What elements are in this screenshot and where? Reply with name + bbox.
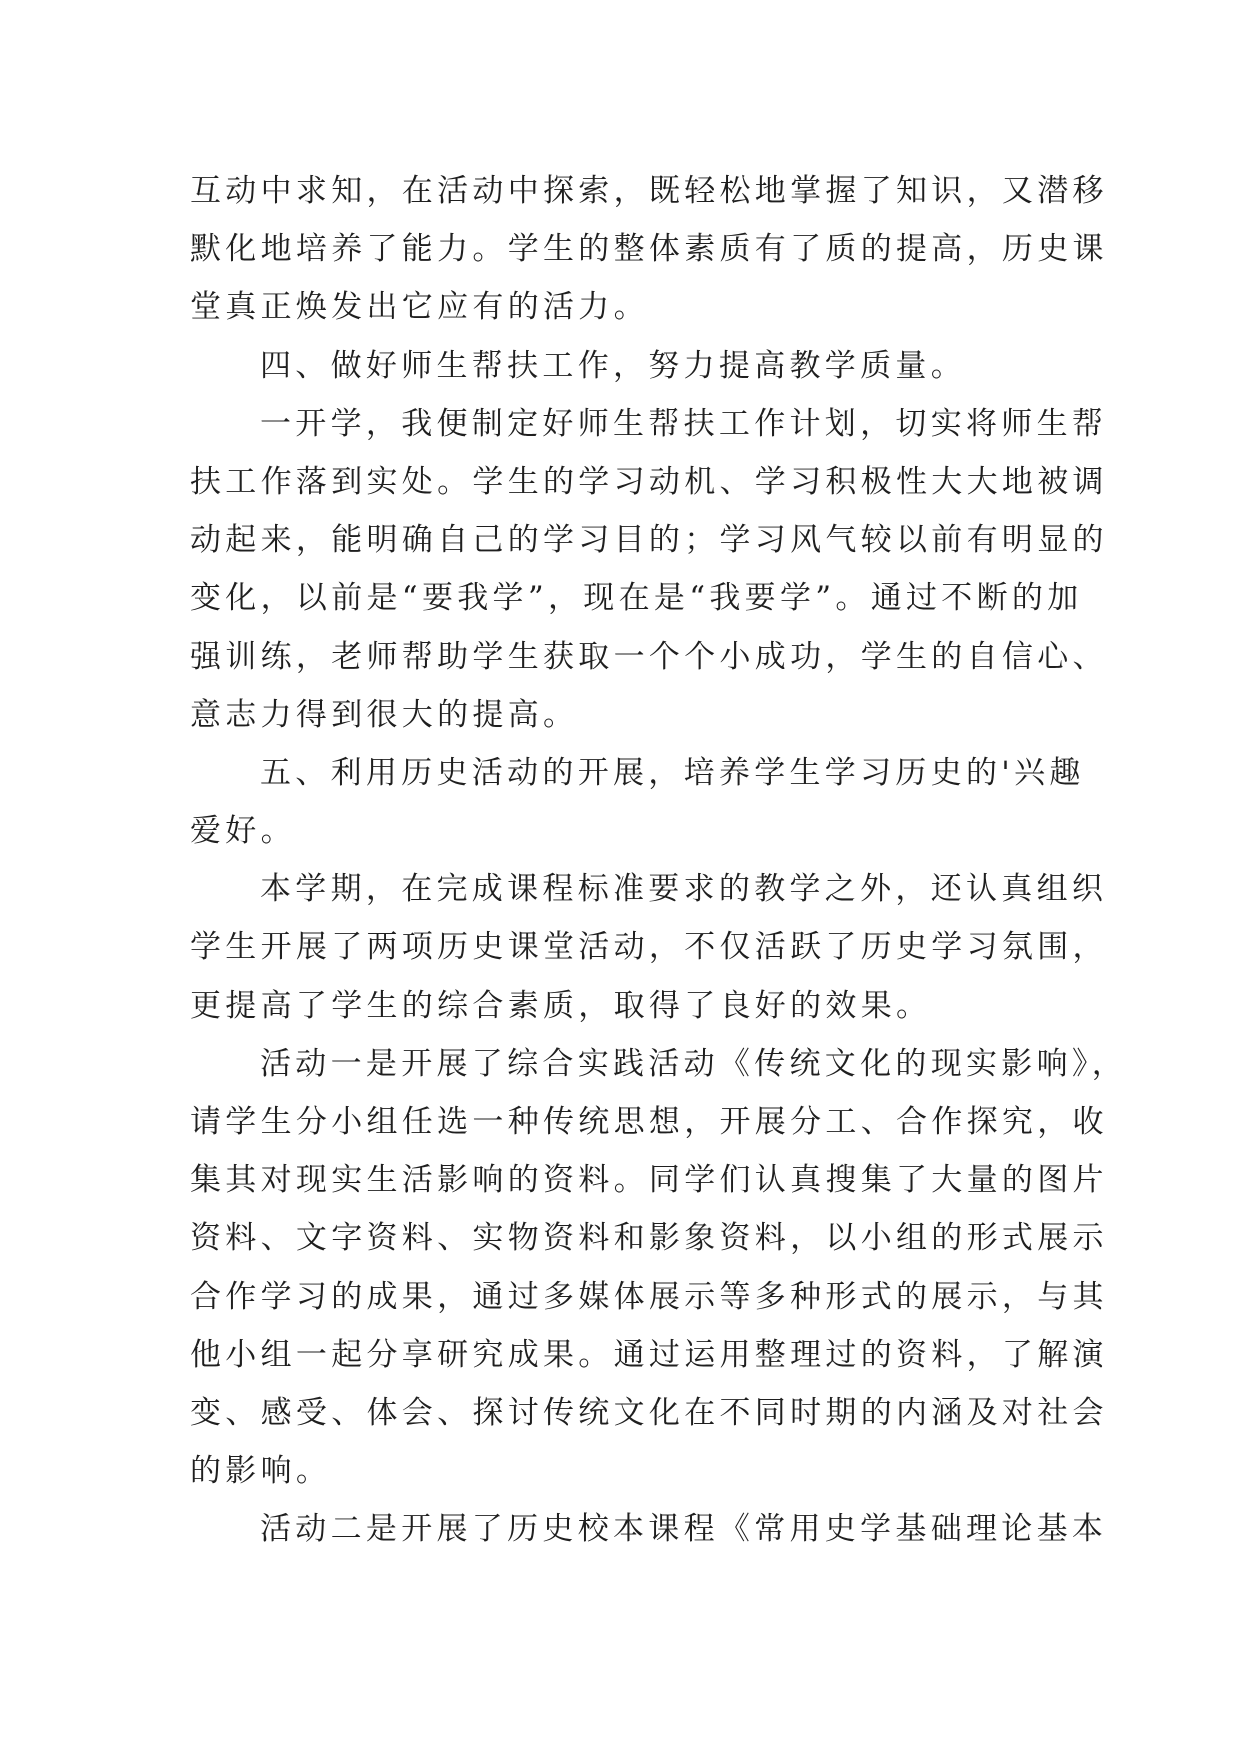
text-line: 请学生分小组任选一种传统思想，开展分工、合作探究，收 [190, 1104, 1108, 1140]
text-line: 堂真正焕发出它应有的活力。 [190, 289, 649, 326]
text-line: 活动二是开展了历史校本课程《常用史学基础理论基本 [260, 1511, 1108, 1548]
text-line: 一开学，我便制定好师生帮扶工作计划，切实将师生帮 [260, 405, 1108, 442]
text-line: 变、感受、体会、探讨传统文化在不同时期的内涵及对社会 [190, 1394, 1108, 1431]
text-line: 更提高了学生的综合素质，取得了良好的效果。 [190, 987, 932, 1024]
text-line: 的影响。 [190, 1453, 332, 1490]
text-line: 他小组一起分享研究成果。通过运用整理过的资料，了解演 [190, 1336, 1108, 1373]
body-text [190, 162, 1127, 1559]
text-line: 默化地培养了能力。学生的整体素质有了质的提高，历史课 [190, 231, 1108, 268]
text-line: 四、做好师生帮扶工作，努力提高教学质量。 [260, 347, 966, 384]
text-line: 活动一是开展了综合实践活动《传统文化的现实影响》， [260, 1045, 1127, 1082]
text-line: 意志力得到很大的提高。 [190, 696, 579, 733]
text-line: 爱好。 [190, 813, 296, 850]
text-line: 强训练，老师帮助学生获取一个个小成功，学生的自信心、 [190, 638, 1108, 675]
text-line: 互动中求知，在活动中探索，既轻松地掌握了知识，又潜移 [190, 173, 1108, 209]
text-line: 学生开展了两项历史课堂活动，不仅活跃了历史学习氛围， [190, 929, 1108, 966]
text-line: 五、利用历史活动的开展，培养学生学习历史的'兴趣 [260, 754, 1085, 791]
text-line: 合作学习的成果，通过多媒体展示等多种形式的展示，与其 [190, 1278, 1108, 1315]
text-line: 扶工作落到实处。学生的学习动机、学习积极性大大地被调 [190, 463, 1108, 500]
text-line: 动起来，能明确自己的学习目的；学习风气较以前有明显的 [190, 522, 1108, 559]
text-line: 变化，以前是“要我学”，现在是“我要学”。通过不断的加 [190, 580, 1083, 617]
text-line: 本学期，在完成课程标准要求的教学之外，还认真组织 [260, 871, 1108, 908]
text-line: 集其对现实生活影响的资料。同学们认真搜集了大量的图片 [190, 1162, 1108, 1199]
text-line: 资料、文字资料、实物资料和影象资料，以小组的形式展示 [190, 1220, 1108, 1257]
